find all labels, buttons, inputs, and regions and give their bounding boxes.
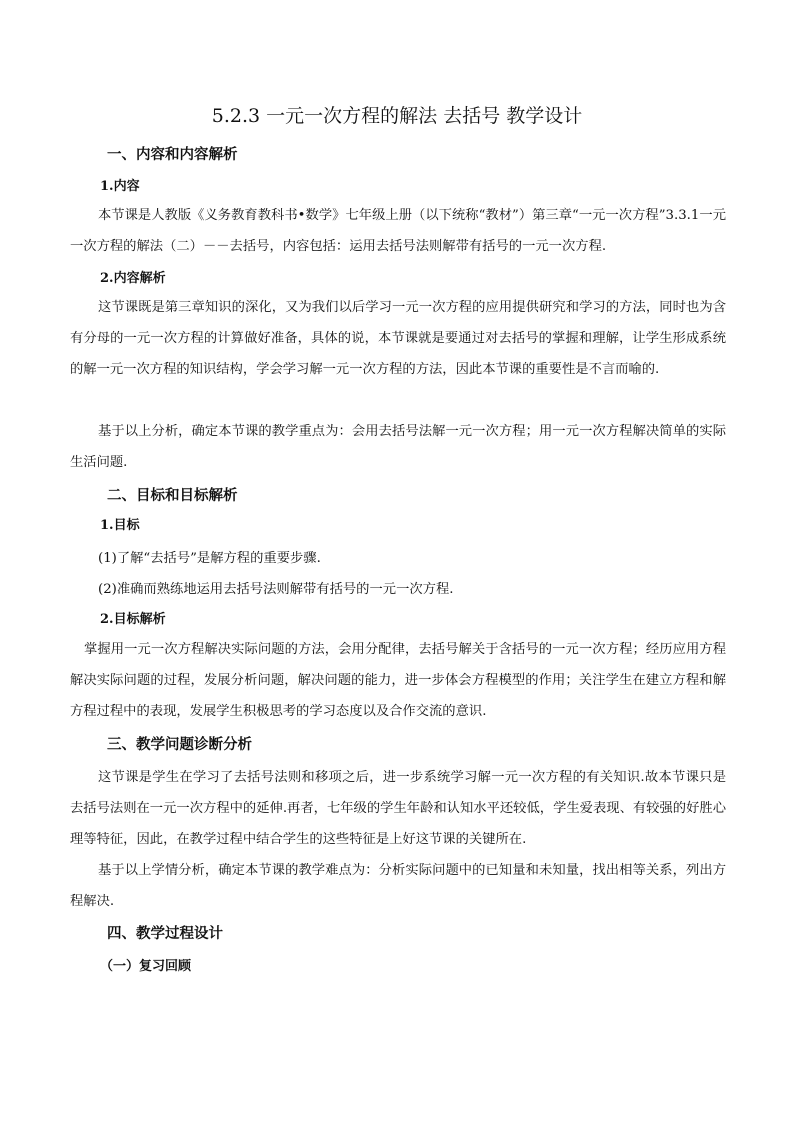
section-heading-goals: 二、目标和目标解析 xyxy=(107,487,238,504)
subheading-goals: 1.目标 xyxy=(100,518,140,533)
document-title: 5.2.3 一元一次方程的解法 去括号 教学设计 xyxy=(211,105,583,127)
subheading-review: （一）复习回顾 xyxy=(100,959,192,974)
goal-item-2: (2)准确而熟练地运用去括号法则解带有括号的一元一次方程. xyxy=(98,582,454,597)
subheading-content: 1.内容 xyxy=(100,179,140,194)
subheading-goals-analysis: 2.目标解析 xyxy=(100,612,166,627)
goal-item-1: (1)了解“去括号”是解方程的重要步骤. xyxy=(98,551,321,566)
paragraph-difficulty: 基于以上学情分析，确定本节课的教学难点为：分析实际问题中的已知量和未知量，找出相等关系，列出方程解决. xyxy=(70,863,726,909)
paragraph-diagnosis: 这节课是学生在学习了去括号法则和移项之后，进一步系统学习解一元一次方程的有关知识.故本节课只是去括号法则在一元一次方程中的延伸.再者，七年级的学生年龄和认知水平还较低，学生爱表现、有较强的好胜心理等特征，因此，在教学过程中结合学生的这些特征是上好这节课的关键所在. xyxy=(70,770,726,847)
paragraph-goals-analysis: 掌握用一元一次方程解决实际问题的方法，会用分配律，去括号解关于含括号的一元一次方程；经历应用方程解决实际问题的过程，发展分析问题，解决问题的能力，进一步体会方程模型的作用；关注学生在建立方程和解方程过程中的表现，发展学生积极思考的学习态度以及合作交流的意识. xyxy=(70,642,726,719)
section-heading-process: 四、教学过程设计 xyxy=(107,925,223,942)
section-heading-content: 一、内容和内容解析 xyxy=(107,146,238,163)
paragraph-key-points: 基于以上分析，确定本节课的教学重点为：会用去括号法解一元一次方程；用一元一次方程解决简单的实际生活问题. xyxy=(70,424,726,470)
section-heading-diagnosis: 三、教学问题诊断分析 xyxy=(107,736,252,753)
paragraph-content-analysis: 这节课既是第三章知识的深化，又为我们以后学习一元一次方程的应用提供研究和学习的方法，同时也为含有分母的一元一次方程的计算做好准备，具体的说，本节课就是要通过对去括号的掌握和理解，让学生形成系统的解一元一次方程的知识结构，学会学习解一元一次方程的方法，因此本节课的重要性是不言而喻的. xyxy=(70,300,726,377)
subheading-content-analysis: 2.内容解析 xyxy=(100,271,166,286)
paragraph-content: 本节课是人教版《义务教育教科书•数学》七年级上册（以下统称“教材”）第三章“一元一次方程”3.3.1一元一次方程的解法（二）－－去括号，内容包括：运用去括号法则解带有括号的一元一次方程. xyxy=(70,208,726,254)
